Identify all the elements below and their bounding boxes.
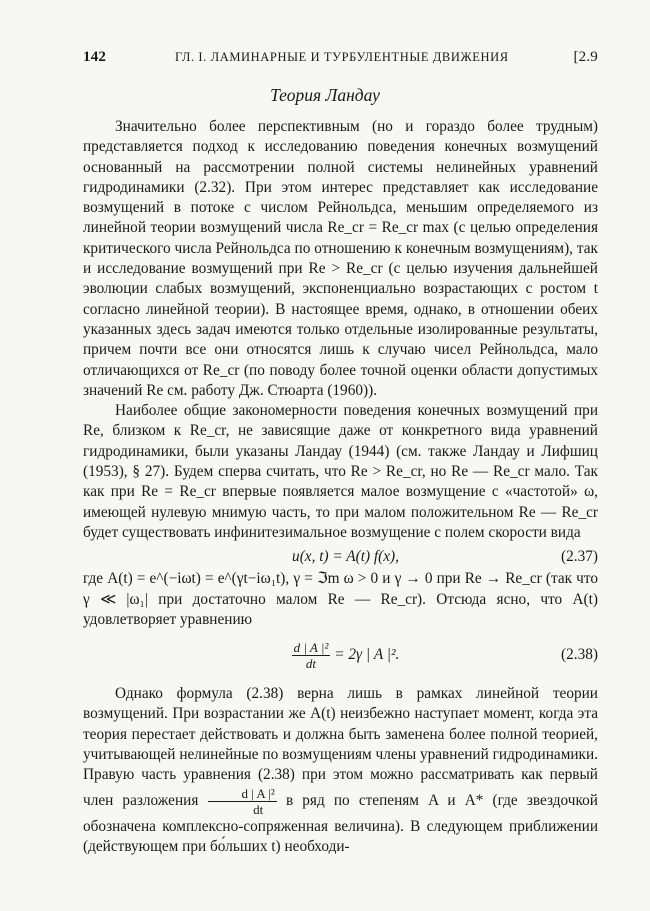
equation-2-38-number: (2.38) bbox=[561, 645, 598, 663]
running-title: ГЛ. I. ЛАМИНАРНЫЕ И ТУРБУЛЕНТНЫЕ ДВИЖЕНИЯ bbox=[175, 50, 509, 64]
equation-2-38 bbox=[83, 634, 598, 676]
paragraph-3 bbox=[83, 684, 598, 857]
text-after-equation-2-37: где A(t) = e^(−iωt) = e^(γt−iω₁t), γ = ℑm ω > 0 и γ → 0 при Re → Re_cr (так что γ ≪ |ω₁| при достаточно малом Re — Re_cr). Отсюда ясно, что A(t) удовлетворяет уравнению bbox=[83, 570, 598, 628]
inline-fraction-denominator: dt bbox=[253, 801, 264, 817]
section-title: Теория Ландау bbox=[270, 85, 380, 105]
equation-2-37-expression: u(x, t) = A(t) f(x), bbox=[292, 548, 399, 566]
equation-2-38-denominator: dt bbox=[305, 655, 317, 671]
inline-fraction-numerator: d | A |² bbox=[208, 786, 277, 802]
equation-2-38-numerator: d | A |² bbox=[293, 639, 329, 655]
equation-2-38-fraction bbox=[292, 640, 331, 671]
paragraph-3-part-2: в ряд по степеням A и A* (где звездочкой обозначена комплексно-сопряженная величина). В следующем приближении (действующем при бо́льших t) необходи- bbox=[83, 791, 598, 855]
equation-2-38-expression bbox=[83, 640, 538, 671]
equation-2-37-number: (2.37) bbox=[561, 548, 598, 566]
page-number: 142 bbox=[83, 49, 107, 65]
page-header bbox=[83, 49, 598, 71]
paragraph-1: Значительно более перспективным (но и гораздо более трудным) представляется подход к исследованию поведения конечных возмущений основанный на рассмотрении полной системы нелинейных уравнений гидродинамики (2.32). При этом интерес представляет как исследование возмущений в потоке с числом Рейнольдса, меньшим определяемого из линейной теории возмущений числа Re_cr = Re_cr max (с целью определения критического числа Рейнольдса по отношению к конечным возмущениям), так и исследование возмущений при Re > Re_cr (с целью изучения дальнейшей эволюции слабых возмущений, экспоненциально возрастающих с ростом t согласно линейной теории). В настоящее время, однако, в отношении обеих указанных здесь задач имеются только отдельные изолированные результаты, причем почти все они относятся лишь к случаю чисел Рейнольдса, мало отличающихся от Re_cr (по поводу более точной оценки области допустимых значений Re см. работу Дж. Стюарта (1960)). bbox=[83, 118, 598, 399]
section-number: [2.9 bbox=[573, 49, 598, 65]
equation-2-37 bbox=[83, 545, 598, 569]
inline-fraction bbox=[208, 786, 277, 817]
paragraph-2: Наиболее общие закономерности поведения конечных возмущений при Re, близком к Re_cr, не зависящие даже от конкретного вида уравнений гидродинамики, были указаны Ландау (1944) (см. также Ландау и Лифшиц (1953), § 27). Будем сперва считать, что Re > Re_cr, но Re — Re_cr мало. Так как при Re = Re_cr впервые появляется малое возмущение с «частотой» ω, имеющей нулевую мнимую часть, то при малом положительном Re — Re_cr будет существовать инфинитезимальное возмущение с полем скорости вида bbox=[83, 402, 598, 541]
paragraph-3-part-1: Однако формула (2.38) верна лишь в рамках линейной теории возмущений. При возрастании же A(t) неизбежно наступает момент, когда эта теория перестает действовать и должна быть заменена более полной теорией, учитывающей нелинейные по возмущениям члены уравнений гидродинамики. Правую часть уравнения (2.38) при этом можно рассматривать как первый член разложения bbox=[83, 685, 598, 809]
equation-2-38-rhs: = 2γ | A |². bbox=[334, 645, 400, 663]
body-text bbox=[83, 117, 598, 857]
